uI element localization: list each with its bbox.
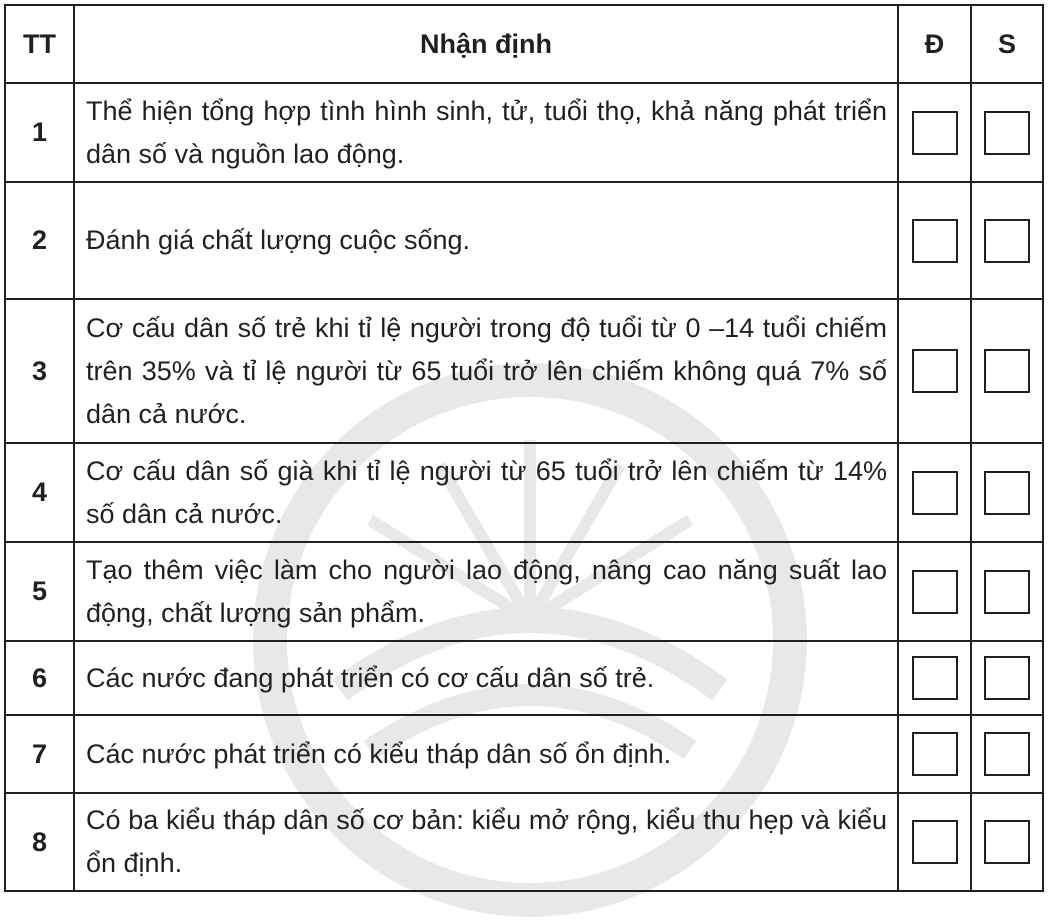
table-row bbox=[5, 182, 1043, 299]
row-number: 4 bbox=[5, 443, 74, 542]
table-header-row bbox=[5, 5, 1043, 83]
true-checkbox[interactable] bbox=[912, 471, 958, 515]
false-checkbox[interactable] bbox=[984, 820, 1030, 864]
table-row bbox=[5, 641, 1043, 715]
table-row bbox=[5, 715, 1043, 793]
true-checkbox[interactable] bbox=[912, 111, 958, 155]
statement-text: Đánh giá chất lượng cuộc sống. bbox=[74, 182, 898, 299]
table-row bbox=[5, 542, 1043, 641]
false-checkbox[interactable] bbox=[984, 732, 1030, 776]
true-checkbox[interactable] bbox=[912, 732, 958, 776]
row-number: 8 bbox=[5, 793, 74, 891]
header-false: S bbox=[971, 5, 1043, 83]
statement-text: Cơ cấu dân số già khi tỉ lệ người từ 65 tuổi trở lên chiếm từ 14% số dân cả nước. bbox=[74, 443, 898, 542]
true-checkbox[interactable] bbox=[912, 219, 958, 263]
row-number: 7 bbox=[5, 715, 74, 793]
statement-text: Có ba kiểu tháp dân số cơ bản: kiểu mở rộng, kiểu thu hẹp và kiểu ổn định. bbox=[74, 793, 898, 891]
table-row bbox=[5, 299, 1043, 443]
false-checkbox[interactable] bbox=[984, 111, 1030, 155]
row-number: 6 bbox=[5, 641, 74, 715]
row-number: 1 bbox=[5, 83, 74, 182]
statement-text: Các nước đang phát triển có cơ cấu dân số trẻ. bbox=[74, 641, 898, 715]
header-statement: Nhận định bbox=[74, 5, 898, 83]
true-false-table bbox=[4, 4, 1044, 892]
true-checkbox[interactable] bbox=[912, 656, 958, 700]
false-checkbox[interactable] bbox=[984, 656, 1030, 700]
header-tt: TT bbox=[5, 5, 74, 83]
false-checkbox[interactable] bbox=[984, 349, 1030, 393]
row-number: 3 bbox=[5, 299, 74, 443]
table-row bbox=[5, 793, 1043, 891]
false-checkbox[interactable] bbox=[984, 570, 1030, 614]
table-row bbox=[5, 83, 1043, 182]
statement-text: Tạo thêm việc làm cho người lao động, nâng cao năng suất lao động, chất lượng sản phẩm. bbox=[74, 542, 898, 641]
false-checkbox[interactable] bbox=[984, 219, 1030, 263]
true-checkbox[interactable] bbox=[912, 570, 958, 614]
false-checkbox[interactable] bbox=[984, 471, 1030, 515]
header-true: Đ bbox=[898, 5, 971, 83]
statement-text: Thể hiện tổng hợp tình hình sinh, tử, tuổi thọ, khả năng phát triển dân số và nguồn lao động. bbox=[74, 83, 898, 182]
row-number: 5 bbox=[5, 542, 74, 641]
table-row bbox=[5, 443, 1043, 542]
true-checkbox[interactable] bbox=[912, 820, 958, 864]
row-number: 2 bbox=[5, 182, 74, 299]
true-checkbox[interactable] bbox=[912, 349, 958, 393]
statement-text: Các nước phát triển có kiểu tháp dân số ổn định. bbox=[74, 715, 898, 793]
statement-text: Cơ cấu dân số trẻ khi tỉ lệ người trong độ tuổi từ 0 –14 tuổi chiếm trên 35% và tỉ lệ người từ 65 tuổi trở lên chiếm không quá 7% số dân cả nước. bbox=[74, 299, 898, 443]
